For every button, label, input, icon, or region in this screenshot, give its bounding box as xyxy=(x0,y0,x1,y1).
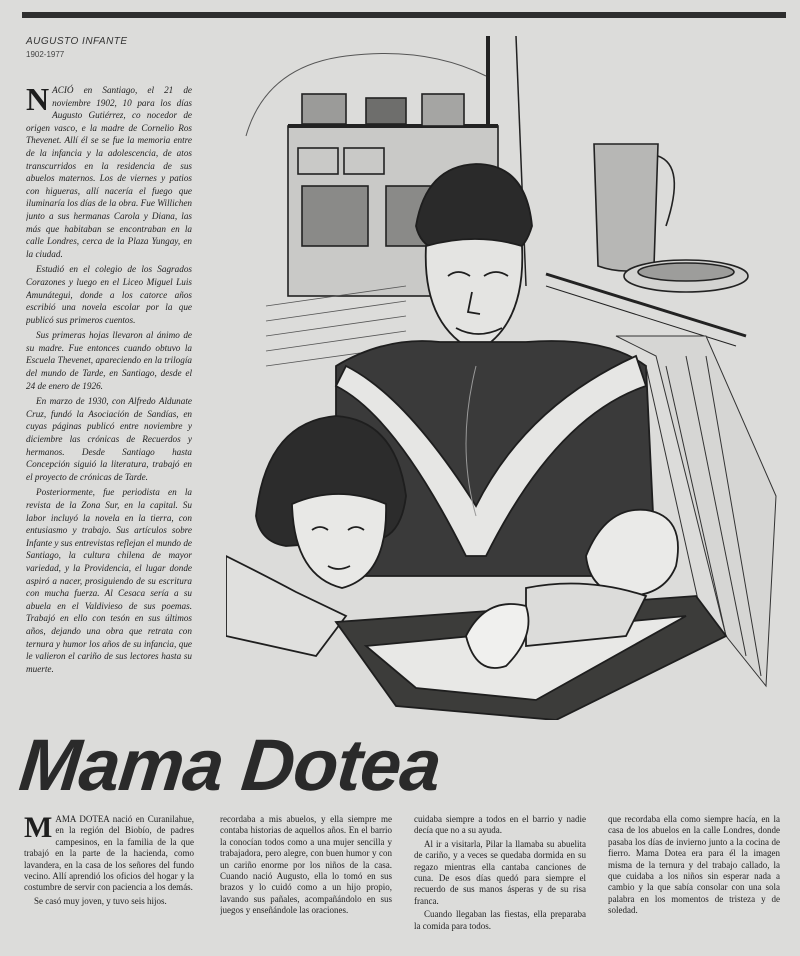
left-paragraph: Posteriormente, fue periodista en la revista de la Zona Sur, en la capital. Su labor incluyó la novela en la tierra, con entusiasmo y trabajo. Sus artículos sobre Infante y sus entrevistas reflejan el mundo de Santiago, la cultura chilena de mayor variedad, y la Providencia, el lugar donde aspiró a nacer, prosiguiendo de su escritura con mucha fuerza. Al Cesaca sería a su abuela en el Valdivieso de sus poemas. Trabajó en ello con tesón en sus últimos años, dejando una obra que retrata con ternura y humor los años de su infancia, que le valieron el cariño de sus lectores hasta su muerte. xyxy=(26,487,192,674)
body-paragraph: Al ir a visitarla, Pilar la llamaba su abuelita de cariño, y a veces se quedaba dormida en su regazo mientras ella cantaba canciones de cuna. De esos días quedó para siempre el recuerdo de sus manos ásperas y de su risa franca. xyxy=(414,838,586,906)
body-column-2 xyxy=(220,814,392,950)
body-paragraph: cuidaba siempre a todos en el barrio y nadie decía que no a su ayuda. xyxy=(414,814,586,836)
left-paragraph: Sus primeras hojas llevaron al ánimo de su madre. Fue entonces cuando obtuvo la Escuela Thevenet, apareciendo en la trilogía del mundo de Tarde, en Santiago, desde el 24 de enero de 1926. xyxy=(26,330,192,391)
body-column-3 xyxy=(414,814,586,950)
drop-cap: N xyxy=(26,84,50,117)
body-paragraph-text: AMA DOTEA nació en Curanilahue, en la región del Biobío, de padres campesinos, en la familia de la que trabajó en la parte de la hacienda, como lavandera, en la casa de los señores del fundo vecino. Allí aprendió los oficios del hogar y la costumbre de servir con paciencia a los demás. xyxy=(24,814,194,893)
author-byline: AUGUSTO INFANTE xyxy=(26,36,128,47)
left-paragraph xyxy=(26,84,192,260)
body-paragraph xyxy=(24,814,194,894)
illustration-mama-dotea xyxy=(226,36,786,720)
left-paragraph: En marzo de 1930, con Alfredo Aldunate Cruz, fundó la Asociación de Sandías, en cuyas páginas publicó entre noviembre y diciembre las crónicas de Recuerdos y hermanos. Desde Santiago hasta Concepción siguió la literatura, trabajó en el proyecto de crónicas de Tarde. xyxy=(26,396,192,482)
body-paragraph: que recordaba ella como siempre hacía, en la casa de los abuelos en la calle Londres, donde pasaba los días de invierno junto a la cocina de fierro. Mama Dotea era para él la imagen misma de la ternura y del trabajo callado, la que cuidaba a los niños sin esperar nada a cambio y la que sabía consolar con una sola palabra en los momentos de tristeza y de soledad. xyxy=(608,814,780,916)
author-dates: 1902-1977 xyxy=(26,50,65,59)
drop-cap: M xyxy=(24,814,53,844)
body-column-4 xyxy=(608,814,780,950)
left-paragraph-text: ACIÓ en Santiago, el 21 de noviembre 1902, 10 para los días Augusto Gutiérrez, co nocedor de origen vasco, e la madre de Cornelio Ros Thevenet. Allí él se se fue la memoria entre de la infancia y la adolescencia, de atos transcurridos en la residencia de sus abuelos maternos. Los de viernes y patios con higueras, allí nacería el fuego que iluminaría los días de la obra. Fue Willichen junto a sus hermanas Carola y Diana, las más que habitaban se encontraban en la calle Londres, cerca de la Plaza Yungay, en la ciudad. xyxy=(26,85,192,259)
article-title: Mama Dotea xyxy=(15,725,445,806)
left-paragraph: Estudió en el colegio de los Sagrados Corazones y luego en el Liceo Miguel Luis Amunátegui, donde a los catorce años escribió una novela escolar por la que publicó sus primeros cuentos. xyxy=(26,264,192,325)
jug-and-bowl-drawing xyxy=(546,144,748,346)
body-paragraph: recordaba a mis abuelos, y ella siempre me contaba historias de aquellos años. En el barrio la conocían todos como a una mujer sencilla y trabajadora, pero alegre, con buen humor y con un cariño enorme por los niños de la casa. Cuando nació Augusto, ella lo tomó en sus brazos y lo cuidó como a un hijo propio, lavando sus pañales, acompañándolo en sus juegos y enseñándole las oraciones. xyxy=(220,814,392,916)
left-column-text xyxy=(26,84,192,680)
body-paragraph: Se casó muy joven, y tuvo seis hijos. xyxy=(34,895,167,906)
top-rule xyxy=(22,12,786,18)
body-column-1 xyxy=(24,814,194,950)
body-paragraph: Cuando llegaban las fiestas, ella preparaba la comida para todos. xyxy=(414,909,586,931)
